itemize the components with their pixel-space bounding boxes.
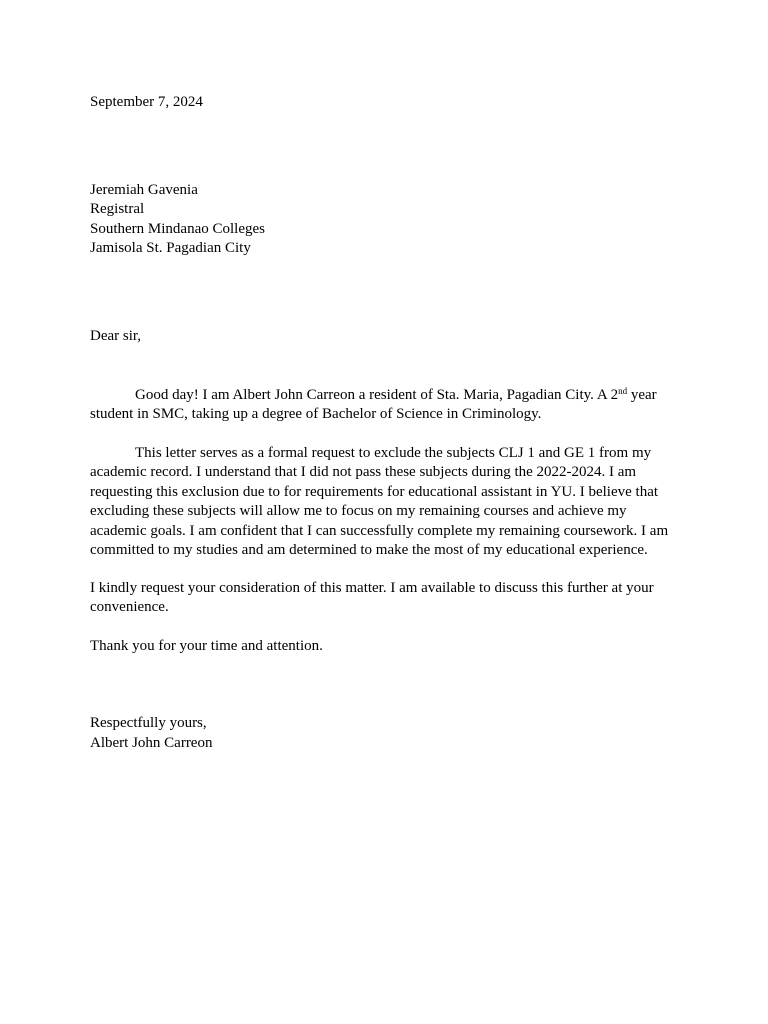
- ordinal-suffix: nd: [618, 386, 628, 396]
- recipient-title: Registral: [90, 201, 145, 217]
- intro-text-end: year student in SMC, taking up a degree of Bachelor of Science in Criminology.: [90, 387, 657, 423]
- recipient-organization: Southern Mindanao Colleges: [90, 221, 265, 237]
- request-text: This letter serves as a formal request to exclude the subjects CLJ 1 and GE 1 from my academic record. I understand that I did not pass these subjects during the 2022-2024. I am requesting this exclusion due to for requirements for educational assistant in YU. I believe that excluding these subjects will allow me to focus on my remaining courses and achieve my academic goals. I am confident that I can successfully complete my remaining coursework. I am committed to my studies and am determined to make the most of my educational experience.: [90, 445, 669, 559]
- closing: Respectfully yours,: [90, 715, 207, 731]
- recipient-name: Jeremiah Gavenia: [90, 182, 198, 198]
- intro-text-start: Good day! I am Albert John Carreon a resident of Sta. Maria, Pagadian City. A 2: [135, 387, 619, 403]
- body-paragraph-thanks: Thank you for your time and attention.: [90, 638, 323, 654]
- salutation: Dear sir,: [90, 328, 142, 344]
- body-paragraph-request: [90, 444, 680, 560]
- signature-name: Albert John Carreon: [90, 735, 213, 751]
- body-paragraph-consideration: I kindly request your consideration of this matter. I am available to discuss this further at your convenience.: [90, 580, 654, 616]
- body-paragraph-intro: [90, 386, 680, 425]
- recipient-address: Jamisola St. Pagadian City: [90, 240, 251, 256]
- letter-date: September 7, 2024: [90, 94, 203, 110]
